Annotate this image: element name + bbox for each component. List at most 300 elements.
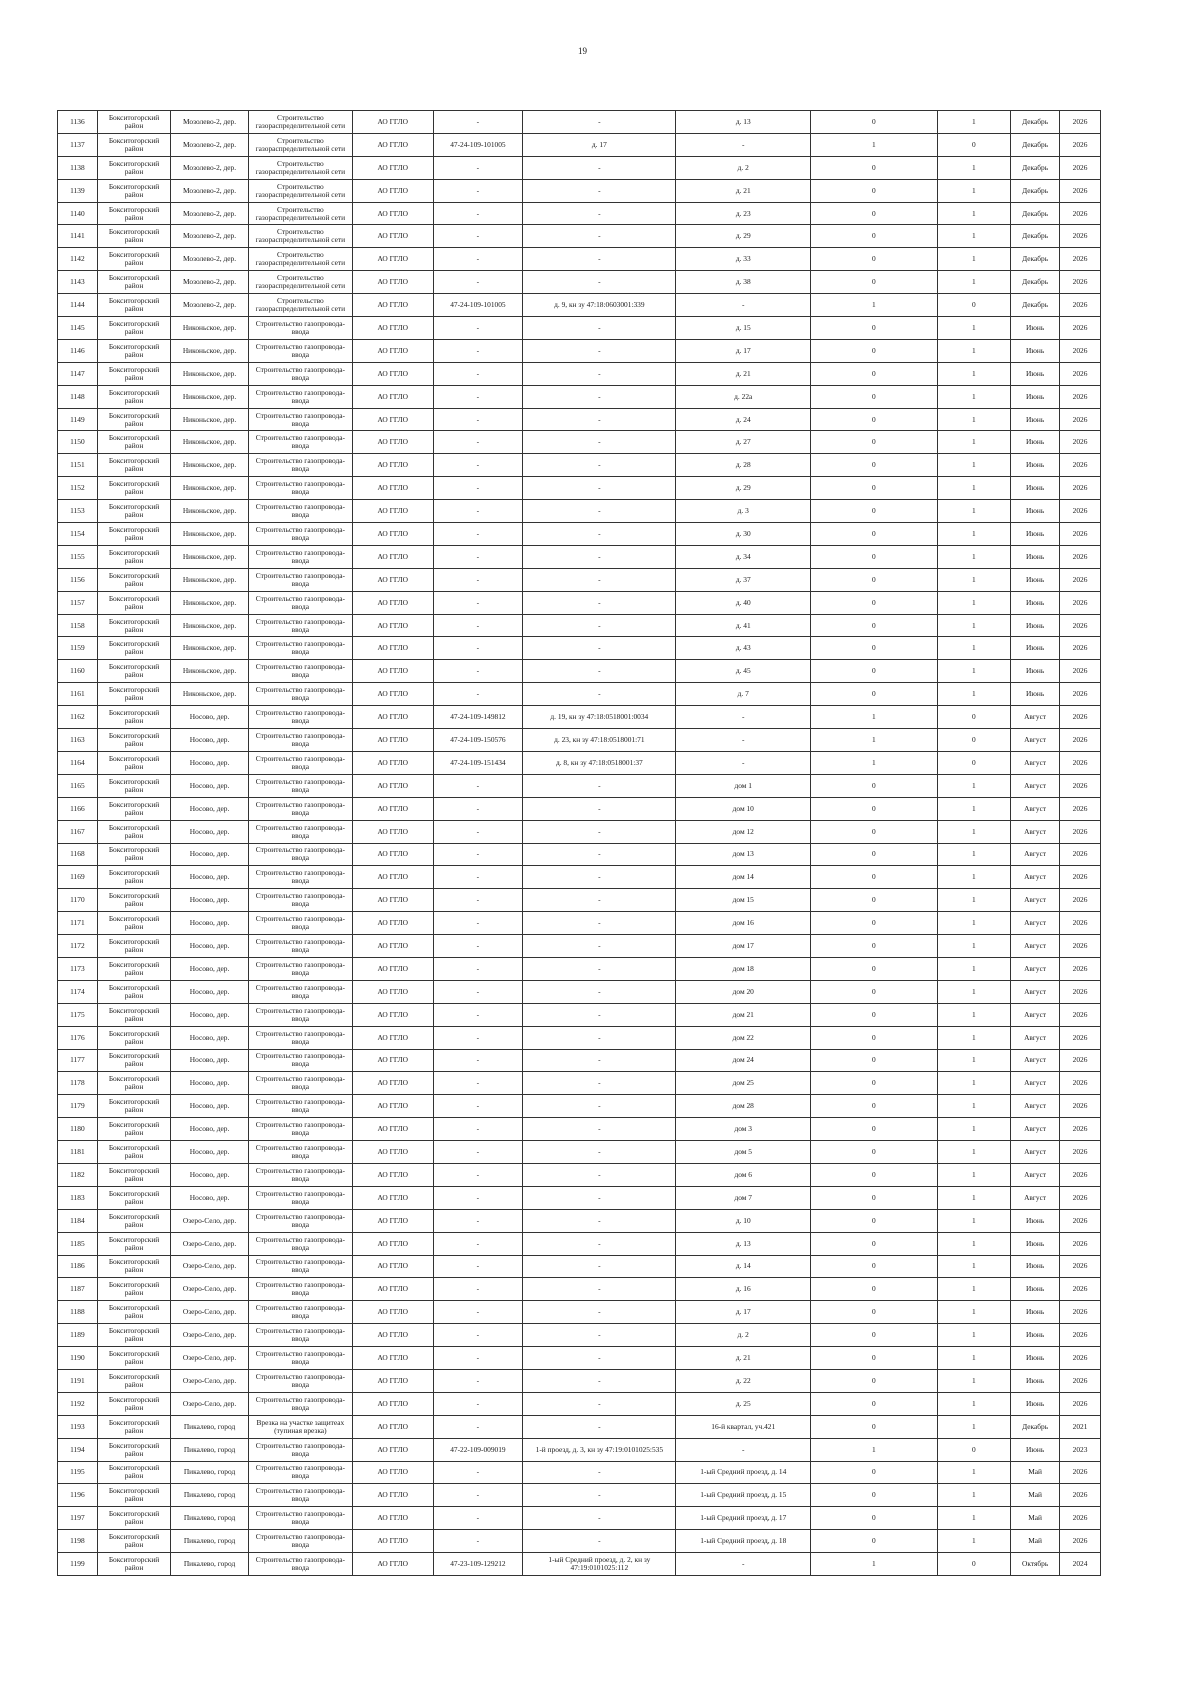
table-row: [58, 385, 1101, 408]
table-row: [58, 1461, 1101, 1484]
cell-count-planned: 1: [937, 408, 1010, 431]
cell-address-existing: -: [523, 1232, 676, 1255]
cell-address-planned: д. 7: [676, 683, 811, 706]
cell-object-id: -: [433, 545, 523, 568]
cell-object-id: -: [433, 500, 523, 523]
cell-month: Май: [1011, 1484, 1060, 1507]
cell-work-type: Строительство газопровода-ввода: [248, 568, 352, 591]
table-row: [58, 362, 1101, 385]
cell-year: 2026: [1060, 1095, 1101, 1118]
cell-work-type: Строительство газопровода-ввода: [248, 1324, 352, 1347]
cell-organization: АО ГГЛО: [352, 1186, 433, 1209]
cell-month: Декабрь: [1011, 1415, 1060, 1438]
table-row: [58, 408, 1101, 431]
cell-address-planned: д. 38: [676, 271, 811, 294]
cell-month: Июнь: [1011, 1369, 1060, 1392]
cell-year: 2026: [1060, 729, 1101, 752]
cell-count-existing: 0: [811, 1278, 938, 1301]
cell-row-number: 1185: [58, 1232, 98, 1255]
cell-settlement: Мозолево-2, дер.: [171, 271, 249, 294]
cell-work-type: Строительство газопровода-ввода: [248, 1553, 352, 1576]
cell-district: Бокситогорский район: [97, 1278, 170, 1301]
cell-work-type: Строительство газопровода-ввода: [248, 591, 352, 614]
cell-count-existing: 0: [811, 957, 938, 980]
cell-address-existing: -: [523, 225, 676, 248]
cell-year: 2026: [1060, 568, 1101, 591]
cell-organization: АО ГГЛО: [352, 1232, 433, 1255]
cell-address-planned: д. 34: [676, 545, 811, 568]
cell-object-id: 47-22-109-009019: [433, 1438, 523, 1461]
cell-work-type: Строительство газопровода-ввода: [248, 660, 352, 683]
cell-year: 2026: [1060, 1209, 1101, 1232]
cell-district: Бокситогорский район: [97, 568, 170, 591]
cell-row-number: 1195: [58, 1461, 98, 1484]
cell-settlement: Носово, дер.: [171, 751, 249, 774]
cell-count-existing: 0: [811, 1072, 938, 1095]
cell-row-number: 1143: [58, 271, 98, 294]
cell-address-existing: -: [523, 1461, 676, 1484]
cell-count-existing: 0: [811, 1369, 938, 1392]
cell-row-number: 1136: [58, 111, 98, 134]
cell-object-id: -: [433, 454, 523, 477]
table-row: [58, 683, 1101, 706]
cell-row-number: 1199: [58, 1553, 98, 1576]
cell-address-planned: д. 14: [676, 1255, 811, 1278]
cell-year: 2024: [1060, 1553, 1101, 1576]
cell-month: Июнь: [1011, 637, 1060, 660]
table-row: [58, 614, 1101, 637]
cell-organization: АО ГГЛО: [352, 683, 433, 706]
cell-row-number: 1170: [58, 889, 98, 912]
cell-address-planned: дом 17: [676, 935, 811, 958]
cell-address-existing: -: [523, 362, 676, 385]
cell-year: 2026: [1060, 1461, 1101, 1484]
cell-count-existing: 0: [811, 889, 938, 912]
table-row: [58, 843, 1101, 866]
cell-district: Бокситогорский район: [97, 774, 170, 797]
cell-object-id: -: [433, 980, 523, 1003]
cell-organization: АО ГГЛО: [352, 1141, 433, 1164]
cell-row-number: 1165: [58, 774, 98, 797]
cell-object-id: -: [433, 1141, 523, 1164]
cell-month: Август: [1011, 1186, 1060, 1209]
cell-work-type: Строительство газопровода-ввода: [248, 1072, 352, 1095]
cell-address-existing: -: [523, 1255, 676, 1278]
table-row: [58, 1072, 1101, 1095]
cell-settlement: Мозолево-2, дер.: [171, 225, 249, 248]
cell-district: Бокситогорский район: [97, 1118, 170, 1141]
cell-month: Август: [1011, 729, 1060, 752]
cell-row-number: 1141: [58, 225, 98, 248]
cell-address-existing: -: [523, 1049, 676, 1072]
table-row: [58, 1507, 1101, 1530]
cell-year: 2026: [1060, 431, 1101, 454]
cell-count-existing: 0: [811, 500, 938, 523]
cell-object-id: -: [433, 1072, 523, 1095]
cell-settlement: Никоньское, дер.: [171, 683, 249, 706]
cell-settlement: Мозолево-2, дер.: [171, 156, 249, 179]
cell-count-planned: 1: [937, 523, 1010, 546]
cell-year: 2026: [1060, 866, 1101, 889]
cell-address-planned: 1-ый Средний проезд, д. 17: [676, 1507, 811, 1530]
cell-count-planned: 1: [937, 889, 1010, 912]
cell-count-existing: 0: [811, 156, 938, 179]
cell-count-planned: 1: [937, 431, 1010, 454]
cell-row-number: 1196: [58, 1484, 98, 1507]
cell-count-planned: 1: [937, 935, 1010, 958]
cell-district: Бокситогорский район: [97, 980, 170, 1003]
cell-month: Июнь: [1011, 614, 1060, 637]
cell-count-existing: 1: [811, 294, 938, 317]
cell-work-type: Строительство газораспределительной сети: [248, 202, 352, 225]
cell-month: Август: [1011, 957, 1060, 980]
cell-count-existing: 0: [811, 111, 938, 134]
cell-settlement: Носово, дер.: [171, 729, 249, 752]
cell-settlement: Носово, дер.: [171, 706, 249, 729]
cell-row-number: 1154: [58, 523, 98, 546]
table-row: [58, 454, 1101, 477]
cell-row-number: 1187: [58, 1278, 98, 1301]
cell-object-id: 47-24-109-149812: [433, 706, 523, 729]
cell-settlement: Носово, дер.: [171, 1141, 249, 1164]
cell-count-existing: 0: [811, 1255, 938, 1278]
cell-address-planned: дом 14: [676, 866, 811, 889]
table-row: [58, 1392, 1101, 1415]
cell-address-planned: дом 16: [676, 912, 811, 935]
cell-object-id: -: [433, 935, 523, 958]
table-row: [58, 111, 1101, 134]
table-row: [58, 477, 1101, 500]
cell-count-existing: 0: [811, 1163, 938, 1186]
cell-object-id: -: [433, 843, 523, 866]
cell-count-planned: 0: [937, 706, 1010, 729]
cell-year: 2026: [1060, 1347, 1101, 1370]
cell-district: Бокситогорский район: [97, 1507, 170, 1530]
cell-address-planned: д. 29: [676, 225, 811, 248]
cell-work-type: Строительство газопровода-ввода: [248, 339, 352, 362]
cell-count-planned: 1: [937, 1003, 1010, 1026]
cell-organization: АО ГГЛО: [352, 935, 433, 958]
cell-row-number: 1138: [58, 156, 98, 179]
cell-organization: АО ГГЛО: [352, 1507, 433, 1530]
cell-year: 2026: [1060, 751, 1101, 774]
cell-address-planned: д. 21: [676, 179, 811, 202]
cell-settlement: Носово, дер.: [171, 1049, 249, 1072]
cell-address-planned: дом 20: [676, 980, 811, 1003]
cell-settlement: Носово, дер.: [171, 843, 249, 866]
cell-count-existing: 0: [811, 935, 938, 958]
cell-work-type: Строительство газопровода-ввода: [248, 1530, 352, 1553]
cell-organization: АО ГГЛО: [352, 957, 433, 980]
cell-work-type: Строительство газопровода-ввода: [248, 431, 352, 454]
cell-count-existing: 0: [811, 820, 938, 843]
cell-object-id: -: [433, 1049, 523, 1072]
table-row: [58, 1209, 1101, 1232]
cell-row-number: 1176: [58, 1026, 98, 1049]
cell-work-type: Строительство газопровода-ввода: [248, 935, 352, 958]
cell-work-type: Строительство газораспределительной сети: [248, 271, 352, 294]
cell-address-existing: -: [523, 637, 676, 660]
cell-district: Бокситогорский район: [97, 1209, 170, 1232]
cell-count-existing: 0: [811, 1507, 938, 1530]
cell-district: Бокситогорский район: [97, 889, 170, 912]
cell-count-existing: 0: [811, 1530, 938, 1553]
cell-count-existing: 0: [811, 1186, 938, 1209]
cell-district: Бокситогорский район: [97, 133, 170, 156]
table-row: [58, 202, 1101, 225]
cell-district: Бокситогорский район: [97, 1095, 170, 1118]
cell-district: Бокситогорский район: [97, 545, 170, 568]
cell-month: Июнь: [1011, 660, 1060, 683]
cell-district: Бокситогорский район: [97, 362, 170, 385]
cell-count-existing: 0: [811, 1301, 938, 1324]
cell-object-id: -: [433, 179, 523, 202]
cell-district: Бокситогорский район: [97, 729, 170, 752]
cell-work-type: Строительство газопровода-ввода: [248, 683, 352, 706]
cell-object-id: -: [433, 797, 523, 820]
cell-count-planned: 1: [937, 248, 1010, 271]
cell-count-existing: 1: [811, 133, 938, 156]
cell-year: 2026: [1060, 1118, 1101, 1141]
cell-count-existing: 1: [811, 1438, 938, 1461]
cell-organization: АО ГГЛО: [352, 156, 433, 179]
cell-district: Бокситогорский район: [97, 179, 170, 202]
cell-organization: АО ГГЛО: [352, 706, 433, 729]
cell-row-number: 1159: [58, 637, 98, 660]
cell-address-planned: -: [676, 133, 811, 156]
cell-address-existing: -: [523, 1026, 676, 1049]
cell-count-planned: 1: [937, 980, 1010, 1003]
cell-address-planned: дом 6: [676, 1163, 811, 1186]
cell-address-existing: 1-ый Средний проезд, д. 2, кн зу 47:19:0101025:112: [523, 1553, 676, 1576]
cell-count-existing: 0: [811, 385, 938, 408]
cell-organization: АО ГГЛО: [352, 1026, 433, 1049]
table-row: [58, 637, 1101, 660]
cell-year: 2026: [1060, 912, 1101, 935]
cell-object-id: -: [433, 1415, 523, 1438]
cell-year: 2026: [1060, 591, 1101, 614]
cell-object-id: 47-23-109-129212: [433, 1553, 523, 1576]
cell-address-existing: -: [523, 385, 676, 408]
cell-organization: АО ГГЛО: [352, 1095, 433, 1118]
cell-address-planned: -: [676, 294, 811, 317]
cell-address-planned: 1-ый Средний проезд, д. 18: [676, 1530, 811, 1553]
cell-district: Бокситогорский район: [97, 1347, 170, 1370]
cell-month: Август: [1011, 1026, 1060, 1049]
cell-year: 2026: [1060, 1186, 1101, 1209]
cell-month: Июнь: [1011, 454, 1060, 477]
cell-count-existing: 0: [811, 1118, 938, 1141]
cell-row-number: 1189: [58, 1324, 98, 1347]
cell-count-existing: 0: [811, 614, 938, 637]
cell-count-existing: 0: [811, 660, 938, 683]
cell-address-existing: -: [523, 1163, 676, 1186]
cell-settlement: Озеро-Село, дер.: [171, 1369, 249, 1392]
cell-row-number: 1139: [58, 179, 98, 202]
cell-organization: АО ГГЛО: [352, 431, 433, 454]
cell-year: 2026: [1060, 1049, 1101, 1072]
cell-district: Бокситогорский район: [97, 202, 170, 225]
cell-settlement: Никоньское, дер.: [171, 545, 249, 568]
cell-address-planned: д. 2: [676, 1324, 811, 1347]
table-row: [58, 1553, 1101, 1576]
cell-work-type: Строительство газораспределительной сети: [248, 294, 352, 317]
cell-row-number: 1171: [58, 912, 98, 935]
cell-address-planned: д. 10: [676, 1209, 811, 1232]
cell-count-planned: 1: [937, 362, 1010, 385]
cell-settlement: Пикалево, город: [171, 1415, 249, 1438]
cell-year: 2026: [1060, 1507, 1101, 1530]
cell-count-planned: 0: [937, 1438, 1010, 1461]
cell-address-planned: д. 22а: [676, 385, 811, 408]
cell-work-type: Строительство газопровода-ввода: [248, 317, 352, 340]
table-row: [58, 156, 1101, 179]
cell-district: Бокситогорский район: [97, 1369, 170, 1392]
cell-row-number: 1157: [58, 591, 98, 614]
cell-month: Декабрь: [1011, 111, 1060, 134]
cell-count-existing: 0: [811, 1095, 938, 1118]
cell-count-existing: 0: [811, 912, 938, 935]
cell-count-planned: 1: [937, 1072, 1010, 1095]
cell-row-number: 1183: [58, 1186, 98, 1209]
cell-settlement: Озеро-Село, дер.: [171, 1301, 249, 1324]
cell-count-existing: 0: [811, 248, 938, 271]
cell-address-existing: -: [523, 1003, 676, 1026]
cell-count-planned: 1: [937, 683, 1010, 706]
cell-address-existing: -: [523, 317, 676, 340]
cell-address-existing: д. 8, кн зу 47:18:0518001:37: [523, 751, 676, 774]
cell-settlement: Носово, дер.: [171, 935, 249, 958]
cell-count-existing: 1: [811, 751, 938, 774]
cell-district: Бокситогорский район: [97, 408, 170, 431]
cell-count-existing: 0: [811, 797, 938, 820]
cell-address-planned: д. 30: [676, 523, 811, 546]
cell-address-existing: -: [523, 1507, 676, 1530]
cell-settlement: Мозолево-2, дер.: [171, 248, 249, 271]
cell-row-number: 1182: [58, 1163, 98, 1186]
cell-row-number: 1164: [58, 751, 98, 774]
cell-settlement: Мозолево-2, дер.: [171, 179, 249, 202]
cell-count-planned: 1: [937, 179, 1010, 202]
table-row: [58, 339, 1101, 362]
cell-organization: АО ГГЛО: [352, 1255, 433, 1278]
cell-organization: АО ГГЛО: [352, 385, 433, 408]
cell-address-existing: -: [523, 339, 676, 362]
cell-row-number: 1150: [58, 431, 98, 454]
cell-district: Бокситогорский район: [97, 1163, 170, 1186]
cell-work-type: Строительство газопровода-ввода: [248, 1026, 352, 1049]
cell-object-id: -: [433, 957, 523, 980]
cell-settlement: Никоньское, дер.: [171, 568, 249, 591]
cell-work-type: Строительство газопровода-ввода: [248, 1049, 352, 1072]
cell-work-type: Строительство газораспределительной сети: [248, 225, 352, 248]
cell-settlement: Пикалево, город: [171, 1507, 249, 1530]
cell-district: Бокситогорский район: [97, 294, 170, 317]
cell-row-number: 1162: [58, 706, 98, 729]
table-row: [58, 751, 1101, 774]
cell-settlement: Носово, дер.: [171, 797, 249, 820]
cell-address-existing: д. 9, кн зу 47:18:0603001:339: [523, 294, 676, 317]
cell-year: 2023: [1060, 1438, 1101, 1461]
cell-district: Бокситогорский район: [97, 751, 170, 774]
cell-year: 2026: [1060, 385, 1101, 408]
cell-count-existing: 0: [811, 225, 938, 248]
cell-count-existing: 0: [811, 1026, 938, 1049]
cell-object-id: -: [433, 1232, 523, 1255]
cell-row-number: 1190: [58, 1347, 98, 1370]
cell-address-planned: д. 21: [676, 1347, 811, 1370]
cell-count-existing: 0: [811, 545, 938, 568]
cell-row-number: 1169: [58, 866, 98, 889]
cell-count-existing: 0: [811, 1392, 938, 1415]
cell-district: Бокситогорский район: [97, 317, 170, 340]
table-row: [58, 1186, 1101, 1209]
cell-settlement: Носово, дер.: [171, 1163, 249, 1186]
cell-address-existing: -: [523, 1095, 676, 1118]
cell-row-number: 1184: [58, 1209, 98, 1232]
table-row: [58, 1163, 1101, 1186]
cell-address-planned: -: [676, 1438, 811, 1461]
cell-address-planned: 16-й квартал, уч.421: [676, 1415, 811, 1438]
table-row: [58, 1484, 1101, 1507]
cell-work-type: Строительство газопровода-ввода: [248, 866, 352, 889]
cell-district: Бокситогорский район: [97, 1003, 170, 1026]
cell-organization: АО ГГЛО: [352, 1072, 433, 1095]
cell-year: 2026: [1060, 408, 1101, 431]
cell-year: 2026: [1060, 362, 1101, 385]
cell-organization: АО ГГЛО: [352, 179, 433, 202]
cell-row-number: 1168: [58, 843, 98, 866]
cell-address-planned: д. 15: [676, 317, 811, 340]
cell-month: Август: [1011, 1141, 1060, 1164]
cell-count-existing: 0: [811, 454, 938, 477]
cell-work-type: Строительство газопровода-ввода: [248, 523, 352, 546]
cell-row-number: 1194: [58, 1438, 98, 1461]
table-row: [58, 248, 1101, 271]
cell-count-planned: 1: [937, 614, 1010, 637]
cell-count-planned: 1: [937, 843, 1010, 866]
cell-year: 2026: [1060, 156, 1101, 179]
cell-address-existing: -: [523, 683, 676, 706]
cell-district: Бокситогорский район: [97, 385, 170, 408]
cell-work-type: Строительство газораспределительной сети: [248, 111, 352, 134]
cell-count-existing: 0: [811, 866, 938, 889]
cell-month: Август: [1011, 1072, 1060, 1095]
table-row: [58, 1369, 1101, 1392]
cell-address-planned: д. 13: [676, 111, 811, 134]
cell-row-number: 1142: [58, 248, 98, 271]
cell-count-planned: 1: [937, 1049, 1010, 1072]
table-row: [58, 431, 1101, 454]
cell-address-planned: -: [676, 729, 811, 752]
cell-count-planned: 1: [937, 568, 1010, 591]
cell-organization: АО ГГЛО: [352, 866, 433, 889]
cell-month: Декабрь: [1011, 202, 1060, 225]
cell-count-planned: 1: [937, 111, 1010, 134]
cell-district: Бокситогорский район: [97, 454, 170, 477]
cell-row-number: 1166: [58, 797, 98, 820]
cell-settlement: Носово, дер.: [171, 1003, 249, 1026]
cell-address-existing: д. 23, кн зу 47:18:0518001:71: [523, 729, 676, 752]
cell-month: Декабрь: [1011, 225, 1060, 248]
cell-count-existing: 0: [811, 431, 938, 454]
cell-district: Бокситогорский район: [97, 591, 170, 614]
cell-work-type: Строительство газопровода-ввода: [248, 1095, 352, 1118]
cell-row-number: 1140: [58, 202, 98, 225]
cell-count-planned: 1: [937, 774, 1010, 797]
cell-work-type: Строительство газопровода-ввода: [248, 1347, 352, 1370]
cell-row-number: 1197: [58, 1507, 98, 1530]
